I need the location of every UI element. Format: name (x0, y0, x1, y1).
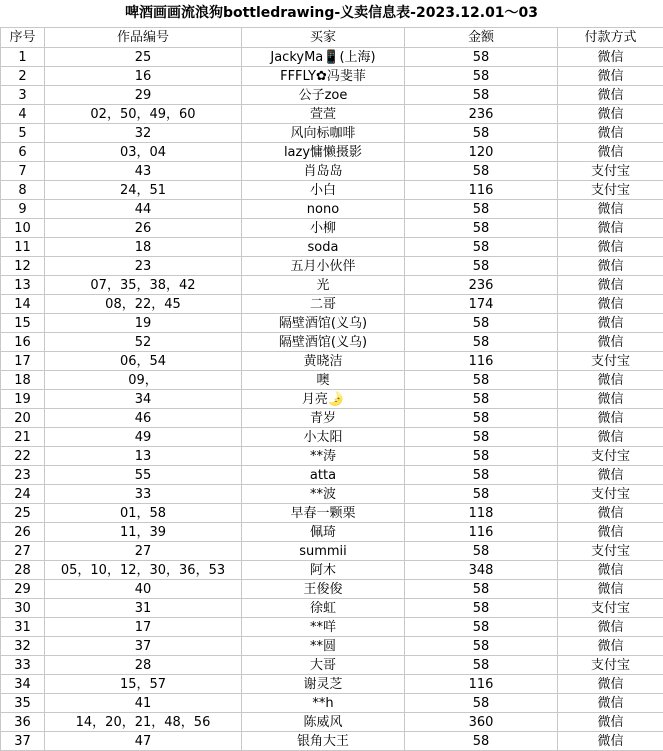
cell-payment[interactable]: 微信 (558, 371, 663, 390)
cell-buyer[interactable]: **咩 (242, 618, 405, 637)
cell-works[interactable]: 19 (45, 314, 242, 333)
column-header-buyer[interactable]: 买家 (242, 28, 405, 48)
cell-index[interactable]: 30 (1, 599, 45, 618)
cell-index[interactable]: 25 (1, 504, 45, 523)
cell-works[interactable]: 08，22，45 (45, 295, 242, 314)
cell-buyer[interactable]: **涛 (242, 447, 405, 466)
cell-works[interactable]: 15，57 (45, 675, 242, 694)
cell-works[interactable]: 33 (45, 485, 242, 504)
cell-payment[interactable]: 微信 (558, 257, 663, 276)
cell-works[interactable]: 23 (45, 257, 242, 276)
cell-buyer[interactable]: 公子zoe (242, 86, 405, 105)
table-row (1, 428, 663, 447)
cell-payment[interactable]: 支付宝 (558, 485, 663, 504)
cell-index[interactable]: 26 (1, 523, 45, 542)
cell-works[interactable]: 44 (45, 200, 242, 219)
table-row (1, 48, 663, 67)
table-row (1, 238, 663, 257)
cell-payment[interactable]: 微信 (558, 390, 663, 409)
cell-buyer[interactable]: atta (242, 466, 405, 485)
cell-amount[interactable]: 58 (405, 371, 558, 390)
cell-buyer[interactable]: **圆 (242, 637, 405, 656)
cell-index[interactable]: 13 (1, 276, 45, 295)
table-row (1, 143, 663, 162)
cell-buyer[interactable]: 萱萱 (242, 105, 405, 124)
cell-payment[interactable]: 微信 (558, 48, 663, 67)
cell-works[interactable]: 52 (45, 333, 242, 352)
table-row (1, 713, 663, 732)
cell-payment[interactable]: 微信 (558, 314, 663, 333)
cell-index[interactable]: 27 (1, 542, 45, 561)
cell-index[interactable]: 3 (1, 86, 45, 105)
table-row (1, 67, 663, 86)
cell-amount[interactable]: 58 (405, 124, 558, 143)
cell-buyer[interactable]: lazy慵懒摄影 (242, 143, 405, 162)
cell-buyer[interactable]: 阿木 (242, 561, 405, 580)
cell-index[interactable]: 7 (1, 162, 45, 181)
cell-amount[interactable]: 58 (405, 485, 558, 504)
cell-index[interactable]: 15 (1, 314, 45, 333)
cell-payment[interactable]: 支付宝 (558, 447, 663, 466)
cell-buyer[interactable]: 二哥 (242, 295, 405, 314)
cell-index[interactable]: 11 (1, 238, 45, 257)
cell-amount[interactable]: 58 (405, 314, 558, 333)
table-row (1, 694, 663, 713)
cell-buyer[interactable]: 佩琦 (242, 523, 405, 542)
table-row (1, 485, 663, 504)
cell-works[interactable]: 07，35，38，42 (45, 276, 242, 295)
cell-works[interactable]: 55 (45, 466, 242, 485)
cell-amount[interactable]: 58 (405, 599, 558, 618)
cell-index[interactable]: 10 (1, 219, 45, 238)
cell-works[interactable]: 40 (45, 580, 242, 599)
cell-index[interactable]: 32 (1, 637, 45, 656)
cell-payment[interactable]: 微信 (558, 333, 663, 352)
cell-amount[interactable]: 58 (405, 618, 558, 637)
table-row (1, 675, 663, 694)
cell-buyer[interactable]: soda (242, 238, 405, 257)
cell-amount[interactable]: 348 (405, 561, 558, 580)
table-row (1, 124, 663, 143)
cell-payment[interactable]: 支付宝 (558, 162, 663, 181)
cell-amount[interactable]: 58 (405, 580, 558, 599)
cell-amount[interactable]: 58 (405, 637, 558, 656)
cell-buyer[interactable]: 银角大王 (242, 732, 405, 751)
column-header-payment[interactable]: 付款方式 (558, 28, 663, 48)
cell-works[interactable]: 24，51 (45, 181, 242, 200)
table-row (1, 219, 663, 238)
cell-buyer[interactable]: 五月小伙伴 (242, 257, 405, 276)
table-row (1, 656, 663, 675)
table-row (1, 390, 663, 409)
cell-payment[interactable]: 支付宝 (558, 181, 663, 200)
cell-buyer[interactable]: **波 (242, 485, 405, 504)
cell-index[interactable]: 6 (1, 143, 45, 162)
table-row (1, 542, 663, 561)
cell-index[interactable]: 35 (1, 694, 45, 713)
cell-works[interactable]: 01，58 (45, 504, 242, 523)
cell-index[interactable]: 23 (1, 466, 45, 485)
cell-works[interactable]: 11，39 (45, 523, 242, 542)
table-row (1, 162, 663, 181)
cell-amount[interactable]: 120 (405, 143, 558, 162)
cell-payment[interactable]: 微信 (558, 124, 663, 143)
cell-buyer[interactable]: 徐虹 (242, 599, 405, 618)
cell-buyer[interactable]: 光 (242, 276, 405, 295)
header-row (1, 28, 663, 48)
cell-index[interactable]: 29 (1, 580, 45, 599)
cell-amount[interactable]: 116 (405, 181, 558, 200)
cell-works[interactable]: 14，20，21，48，56 (45, 713, 242, 732)
cell-payment[interactable]: 微信 (558, 523, 663, 542)
cell-works[interactable]: 27 (45, 542, 242, 561)
table-row (1, 333, 663, 352)
cell-amount[interactable]: 58 (405, 409, 558, 428)
cell-buyer[interactable]: summii (242, 542, 405, 561)
column-header-amount[interactable]: 金额 (405, 28, 558, 48)
table-row (1, 409, 663, 428)
cell-buyer[interactable]: 黄晓洁 (242, 352, 405, 371)
cell-works[interactable]: 09， (45, 371, 242, 390)
cell-payment[interactable]: 微信 (558, 219, 663, 238)
cell-payment[interactable]: 微信 (558, 618, 663, 637)
table-row (1, 580, 663, 599)
cell-works[interactable]: 31 (45, 599, 242, 618)
cell-index[interactable]: 12 (1, 257, 45, 276)
cell-payment[interactable]: 支付宝 (558, 352, 663, 371)
cell-index[interactable]: 36 (1, 713, 45, 732)
cell-works[interactable]: 26 (45, 219, 242, 238)
cell-buyer[interactable]: 月亮🌛 (242, 390, 405, 409)
cell-index[interactable]: 18 (1, 371, 45, 390)
cell-works[interactable]: 41 (45, 694, 242, 713)
cell-buyer[interactable]: 王俊俊 (242, 580, 405, 599)
cell-amount[interactable]: 58 (405, 67, 558, 86)
cell-works[interactable]: 46 (45, 409, 242, 428)
table-row (1, 257, 663, 276)
cell-works[interactable]: 37 (45, 637, 242, 656)
cell-works[interactable]: 28 (45, 656, 242, 675)
cell-amount[interactable]: 236 (405, 105, 558, 124)
cell-payment[interactable]: 微信 (558, 504, 663, 523)
cell-amount[interactable]: 116 (405, 352, 558, 371)
cell-amount[interactable]: 236 (405, 276, 558, 295)
cell-amount[interactable]: 174 (405, 295, 558, 314)
cell-index[interactable]: 5 (1, 124, 45, 143)
cell-payment[interactable]: 微信 (558, 105, 663, 124)
cell-amount[interactable]: 58 (405, 238, 558, 257)
cell-amount[interactable]: 58 (405, 200, 558, 219)
cell-index[interactable]: 33 (1, 656, 45, 675)
cell-buyer[interactable]: JackyMa📱(上海) (242, 48, 405, 67)
table-body (1, 48, 663, 751)
cell-buyer[interactable]: 青岁 (242, 409, 405, 428)
cell-buyer[interactable]: 大哥 (242, 656, 405, 675)
table-row (1, 523, 663, 542)
cell-amount[interactable]: 58 (405, 219, 558, 238)
cell-amount[interactable]: 360 (405, 713, 558, 732)
cell-buyer[interactable]: 隔壁酒馆(义乌) (242, 314, 405, 333)
cell-amount[interactable]: 58 (405, 86, 558, 105)
cell-payment[interactable]: 微信 (558, 238, 663, 257)
cell-index[interactable]: 24 (1, 485, 45, 504)
cell-buyer[interactable]: 小太阳 (242, 428, 405, 447)
cell-amount[interactable]: 58 (405, 257, 558, 276)
cell-payment[interactable]: 微信 (558, 86, 663, 105)
cell-payment[interactable]: 微信 (558, 143, 663, 162)
table-row (1, 732, 663, 751)
cell-index[interactable]: 17 (1, 352, 45, 371)
cell-amount[interactable]: 58 (405, 447, 558, 466)
cell-buyer[interactable]: 早春一颗栗 (242, 504, 405, 523)
cell-works[interactable]: 18 (45, 238, 242, 257)
table-row (1, 466, 663, 485)
cell-buyer[interactable]: **h (242, 694, 405, 713)
cell-works[interactable]: 43 (45, 162, 242, 181)
cell-works[interactable]: 34 (45, 390, 242, 409)
cell-buyer[interactable]: 小柳 (242, 219, 405, 238)
cell-index[interactable]: 4 (1, 105, 45, 124)
table-row (1, 618, 663, 637)
cell-buyer[interactable]: nono (242, 200, 405, 219)
cell-payment[interactable]: 微信 (558, 580, 663, 599)
cell-index[interactable]: 2 (1, 67, 45, 86)
cell-index[interactable]: 34 (1, 675, 45, 694)
cell-buyer[interactable]: FFFLY✿冯斐菲 (242, 67, 405, 86)
column-header-index[interactable]: 序号 (1, 28, 45, 48)
cell-buyer[interactable]: 隔壁酒馆(义乌) (242, 333, 405, 352)
cell-index[interactable]: 19 (1, 390, 45, 409)
cell-payment[interactable]: 支付宝 (558, 656, 663, 675)
cell-amount[interactable]: 116 (405, 675, 558, 694)
table-row (1, 314, 663, 333)
cell-amount[interactable]: 58 (405, 542, 558, 561)
cell-index[interactable]: 16 (1, 333, 45, 352)
cell-works[interactable]: 13 (45, 447, 242, 466)
cell-works[interactable]: 02，50，49，60 (45, 105, 242, 124)
cell-payment[interactable]: 微信 (558, 637, 663, 656)
cell-amount[interactable]: 118 (405, 504, 558, 523)
cell-payment[interactable]: 支付宝 (558, 599, 663, 618)
cell-works[interactable]: 16 (45, 67, 242, 86)
cell-index[interactable]: 22 (1, 447, 45, 466)
cell-works[interactable]: 06，54 (45, 352, 242, 371)
cell-works[interactable]: 03，04 (45, 143, 242, 162)
table-row (1, 352, 663, 371)
cell-works[interactable]: 17 (45, 618, 242, 637)
cell-amount[interactable]: 58 (405, 162, 558, 181)
cell-payment[interactable]: 微信 (558, 200, 663, 219)
table-row (1, 447, 663, 466)
table-row (1, 276, 663, 295)
cell-payment[interactable]: 微信 (558, 713, 663, 732)
cell-index[interactable]: 37 (1, 732, 45, 751)
cell-works[interactable]: 29 (45, 86, 242, 105)
cell-payment[interactable]: 微信 (558, 276, 663, 295)
sales-table (0, 27, 663, 751)
cell-works[interactable]: 05，10，12，30，36，53 (45, 561, 242, 580)
cell-index[interactable]: 31 (1, 618, 45, 637)
cell-works[interactable]: 32 (45, 124, 242, 143)
cell-buyer[interactable]: 陈威风 (242, 713, 405, 732)
cell-payment[interactable]: 微信 (558, 561, 663, 580)
table-row (1, 371, 663, 390)
table-row (1, 637, 663, 656)
cell-amount[interactable]: 58 (405, 390, 558, 409)
cell-amount[interactable]: 58 (405, 732, 558, 751)
cell-payment[interactable]: 微信 (558, 732, 663, 751)
cell-payment[interactable]: 微信 (558, 694, 663, 713)
cell-amount[interactable]: 58 (405, 466, 558, 485)
table-row (1, 200, 663, 219)
column-header-works[interactable]: 作品编号 (45, 28, 242, 48)
cell-amount[interactable]: 116 (405, 523, 558, 542)
cell-payment[interactable]: 微信 (558, 409, 663, 428)
cell-index[interactable]: 14 (1, 295, 45, 314)
cell-buyer[interactable]: 谢灵芝 (242, 675, 405, 694)
cell-payment[interactable]: 支付宝 (558, 542, 663, 561)
cell-buyer[interactable]: 小白 (242, 181, 405, 200)
table-row (1, 181, 663, 200)
cell-index[interactable]: 28 (1, 561, 45, 580)
cell-payment[interactable]: 微信 (558, 67, 663, 86)
cell-works[interactable]: 49 (45, 428, 242, 447)
table-row (1, 86, 663, 105)
cell-payment[interactable]: 微信 (558, 675, 663, 694)
table-row (1, 504, 663, 523)
cell-works[interactable]: 47 (45, 732, 242, 751)
cell-amount[interactable]: 58 (405, 48, 558, 67)
cell-index[interactable]: 1 (1, 48, 45, 67)
cell-amount[interactable]: 58 (405, 656, 558, 675)
table-row (1, 561, 663, 580)
cell-amount[interactable]: 58 (405, 428, 558, 447)
cell-works[interactable]: 25 (45, 48, 242, 67)
cell-buyer[interactable]: 风向标咖啡 (242, 124, 405, 143)
cell-amount[interactable]: 58 (405, 694, 558, 713)
cell-index[interactable]: 20 (1, 409, 45, 428)
cell-index[interactable]: 8 (1, 181, 45, 200)
cell-payment[interactable]: 微信 (558, 428, 663, 447)
cell-payment[interactable]: 微信 (558, 466, 663, 485)
cell-buyer[interactable]: 噢 (242, 371, 405, 390)
cell-payment[interactable]: 微信 (558, 295, 663, 314)
table-row (1, 105, 663, 124)
table-row (1, 295, 663, 314)
table-row (1, 599, 663, 618)
cell-index[interactable]: 21 (1, 428, 45, 447)
cell-buyer[interactable]: 肖岛岛 (242, 162, 405, 181)
sheet-title: 啤酒画画流浪狗bottledrawing-义卖信息表-2023.12.01～03 (0, 0, 663, 27)
cell-index[interactable]: 9 (1, 200, 45, 219)
cell-amount[interactable]: 58 (405, 333, 558, 352)
